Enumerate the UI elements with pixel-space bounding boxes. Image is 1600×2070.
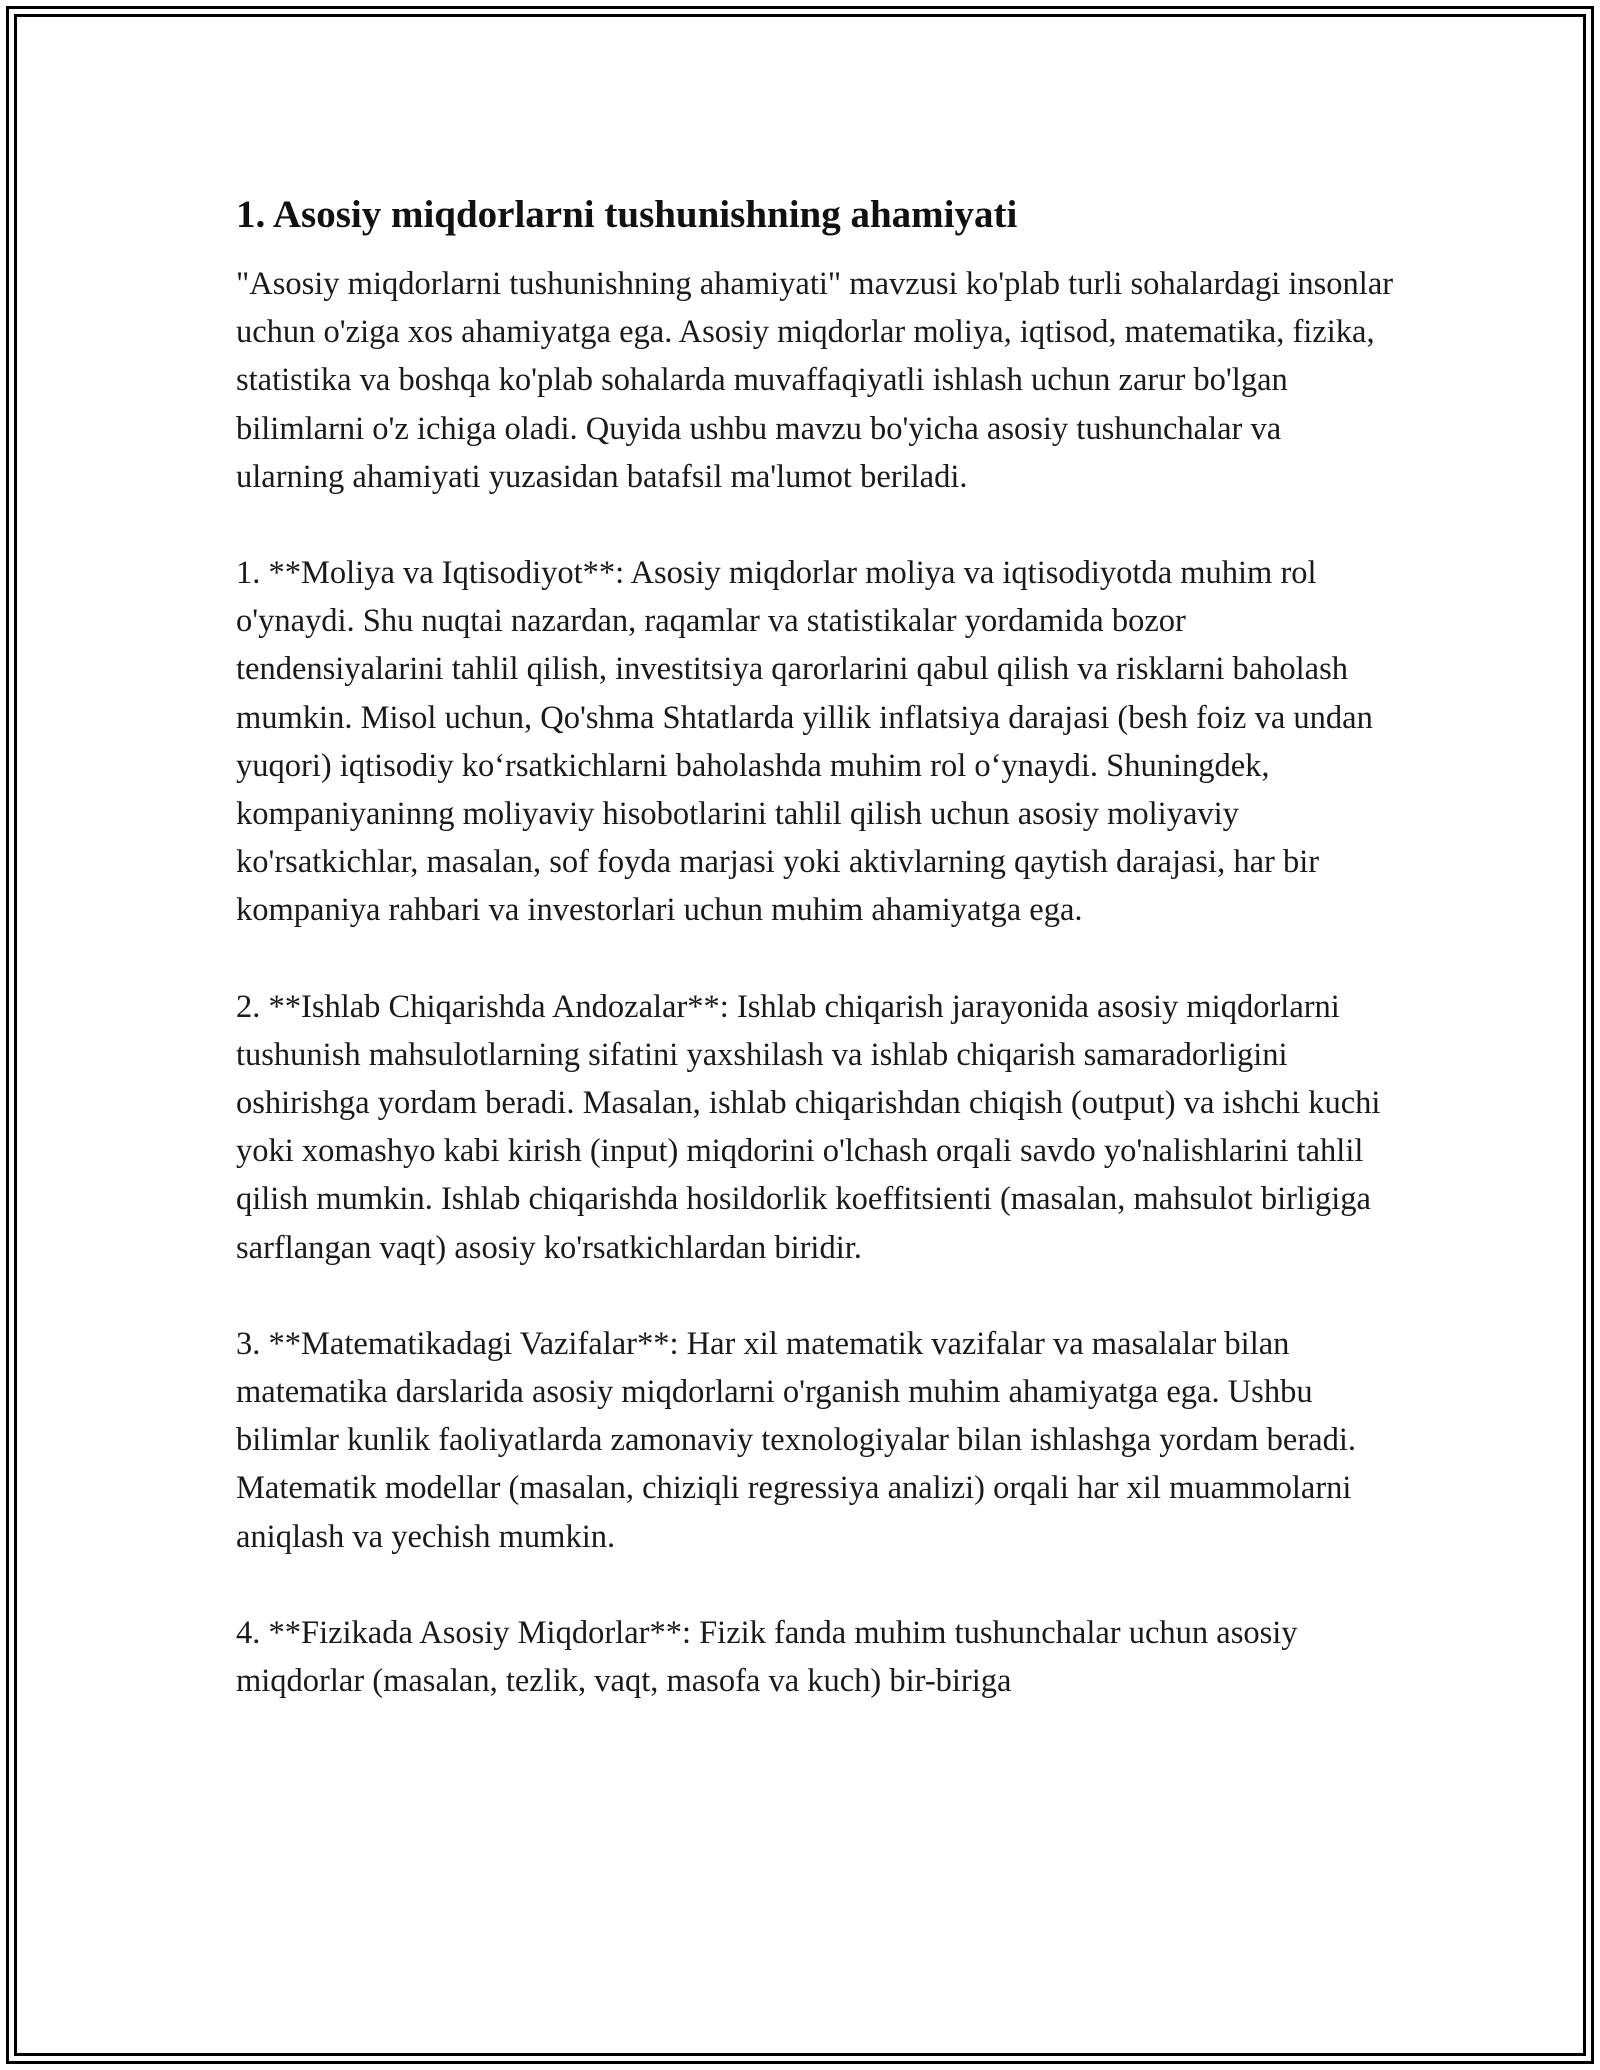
paragraph-production: 2. **Ishlab Chiqarishda Andozalar**: Ishlab chiqarish jarayonida asosiy miqdorlarni tushunish mahsulotlarning sifatini yaxshilash va ishlab chiqarish samaradorligini oshirishga yordam beradi. Masalan, ishlab chiqarishdan chiqish (output) va ishchi kuchi yoki xomashyo kabi kirish (input) miqdorini o'lchash orqali savdo yo'nalishlarini tahlil qilish mumkin. Ishlab chiqarishda hosildorlik koeffitsienti (masalan, mahsulot birligiga sarflangan vaqt) asosiy ko'rsatkichlardan biridir. <box>236 988 1381 1266</box>
paragraph-mathematics: 3. **Matematikadagi Vazifalar**: Har xil matematik vazifalar va masalalar bilan matematika darslarida asosiy miqdorlarni o'rganish muhim ahamiyatga ega. Ushbu bilimlar kunlik faoliyatlarda zamonaviy texnologiyalar bilan ishlashga yordam beradi. Matematik modellar (masalan, chiziqli regressiya analizi) orqali har xil muammolarni aniqlash va yechish mumkin. <box>236 1325 1357 1555</box>
paragraph-physics: 4. **Fizikada Asosiy Miqdorlar**: Fizik fanda muhim tushunchalar uchun asosiy miqdorlar (masalan, tezlik, vaqt, masofa va kuch) bir-biriga <box>236 1614 1298 1700</box>
document-body <box>236 188 1396 1753</box>
paragraph-finance: 1. **Moliya va Iqtisodiyot**: Asosiy miqdorlar moliya va iqtisodiyotda muhim rol o'ynaydi. Shu nuqtai nazardan, raqamlar va statistikalar yordamida bozor tendensiyalarini tahlil qilish, investitsiya qarorlarini qabul qilish va risklarni baholash mumkin. Misol uchun, Qo'shma Shtatlarda yillik inflatsiya darajasi (besh foiz va undan yuqori) iqtisodiy ko‘rsatkichlarni baholashda muhim rol o‘ynaydi. Shuningdek, kompaniyaninng moliyaviy hisobotlarini tahlil qilish uchun asosiy moliyaviy ko'rsatkichlar, masalan, sof foyda marjasi yoki aktivlarning qaytish darajasi, har bir kompaniya rahbari va investorlari uchun muhim ahamiyatga ega. <box>236 555 1373 929</box>
intro-paragraph: "Asosiy miqdorlarni tushunishning ahamiyati" mavzusi ko'plab turli sohalardagi insonlar uchun o'ziga xos ahamiyatga ega. Asosiy miqdorlar moliya, iqtisod, matematika, fizika, statistika va boshqa ko'plab sohalarda muvaffaqiyatli ishlash uchun zarur bo'lgan bilimlarni o'z ichiga oladi. Quyida ushbu mavzu bo'yicha asosiy tushunchalar va ularning ahamiyati yuzasidan batafsil ma'lumot beriladi. <box>236 266 1394 495</box>
section-heading: 1. Asosiy miqdorlarni tushunishning ahamiyati <box>236 193 1018 236</box>
